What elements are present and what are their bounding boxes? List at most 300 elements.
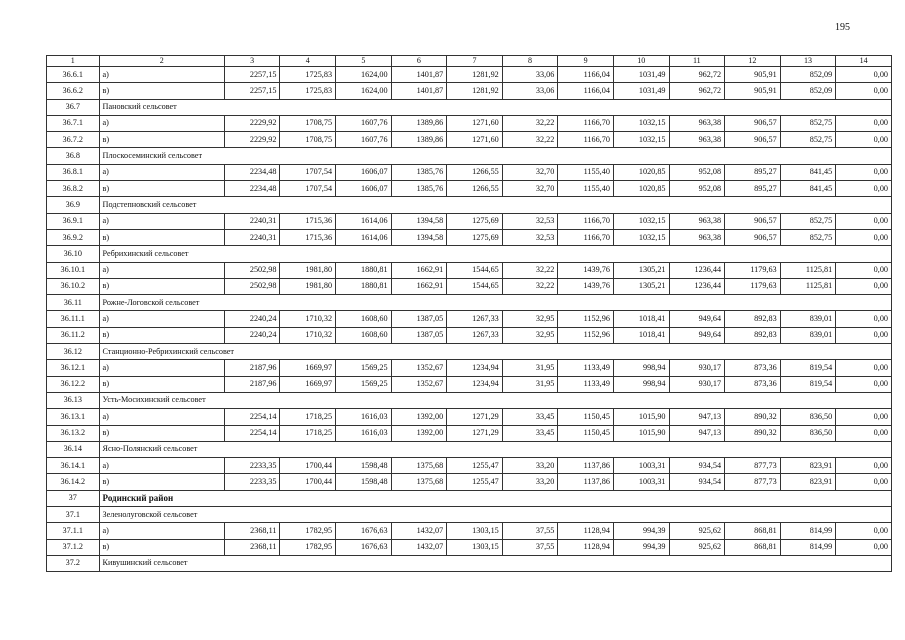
value-cell: 1166,70 bbox=[558, 115, 614, 131]
value-cell: 1155,40 bbox=[558, 164, 614, 180]
value-cell: 1662,91 bbox=[391, 262, 447, 278]
value-cell: 1003,31 bbox=[613, 458, 669, 474]
value-cell: 839,01 bbox=[780, 311, 836, 327]
value-cell: 33,20 bbox=[502, 474, 558, 490]
row-code: 36.7 bbox=[47, 99, 100, 115]
value-cell: 1725,83 bbox=[280, 67, 336, 83]
value-cell: 1387,05 bbox=[391, 311, 447, 327]
table-row bbox=[47, 164, 892, 180]
row-label: в) bbox=[99, 327, 224, 343]
row-code: 37.1.2 bbox=[47, 539, 100, 555]
value-cell: 1271,60 bbox=[447, 115, 503, 131]
value-cell: 1439,76 bbox=[558, 278, 614, 294]
value-cell: 1700,44 bbox=[280, 474, 336, 490]
value-cell: 852,09 bbox=[780, 83, 836, 99]
value-cell: 0,00 bbox=[836, 67, 892, 83]
value-cell: 37,55 bbox=[502, 539, 558, 555]
value-cell: 1166,04 bbox=[558, 67, 614, 83]
value-cell: 37,55 bbox=[502, 523, 558, 539]
value-cell: 0,00 bbox=[836, 327, 892, 343]
row-code: 36.8.2 bbox=[47, 181, 100, 197]
table-row bbox=[47, 229, 892, 245]
section-title: Усть-Мосихинский сельсовет bbox=[99, 392, 891, 408]
row-code: 36.7.1 bbox=[47, 115, 100, 131]
value-cell: 994,39 bbox=[613, 539, 669, 555]
table-row bbox=[47, 83, 892, 99]
value-cell: 1032,15 bbox=[613, 115, 669, 131]
value-cell: 1166,04 bbox=[558, 83, 614, 99]
value-cell: 895,27 bbox=[725, 164, 781, 180]
value-cell: 1031,49 bbox=[613, 83, 669, 99]
value-cell: 1352,67 bbox=[391, 360, 447, 376]
table-header bbox=[47, 56, 892, 67]
value-cell: 1607,76 bbox=[336, 132, 392, 148]
table-row bbox=[47, 376, 892, 392]
value-cell: 1432,07 bbox=[391, 539, 447, 555]
value-cell: 892,83 bbox=[725, 327, 781, 343]
row-code: 36.11 bbox=[47, 295, 100, 311]
value-cell: 1614,06 bbox=[336, 213, 392, 229]
value-cell: 1018,41 bbox=[613, 327, 669, 343]
column-header: 12 bbox=[725, 56, 781, 67]
value-cell: 868,81 bbox=[725, 539, 781, 555]
value-cell: 1125,81 bbox=[780, 262, 836, 278]
value-cell: 1015,90 bbox=[613, 409, 669, 425]
value-cell: 1710,32 bbox=[280, 327, 336, 343]
value-cell: 1032,15 bbox=[613, 132, 669, 148]
tariff-table bbox=[46, 55, 892, 572]
value-cell: 895,27 bbox=[725, 181, 781, 197]
section-row bbox=[47, 392, 892, 408]
value-cell: 1616,03 bbox=[336, 425, 392, 441]
column-header: 10 bbox=[613, 56, 669, 67]
value-cell: 2502,98 bbox=[224, 262, 280, 278]
value-cell: 1018,41 bbox=[613, 311, 669, 327]
value-cell: 1707,54 bbox=[280, 164, 336, 180]
row-code: 36.13.2 bbox=[47, 425, 100, 441]
region-row bbox=[47, 490, 892, 506]
row-label: а) bbox=[99, 311, 224, 327]
row-code: 36.14.2 bbox=[47, 474, 100, 490]
value-cell: 877,73 bbox=[725, 474, 781, 490]
value-cell: 934,54 bbox=[669, 458, 725, 474]
value-cell: 906,57 bbox=[725, 132, 781, 148]
value-cell: 963,38 bbox=[669, 229, 725, 245]
value-cell: 1981,80 bbox=[280, 278, 336, 294]
row-code: 36.11.2 bbox=[47, 327, 100, 343]
value-cell: 1020,85 bbox=[613, 181, 669, 197]
value-cell: 1669,97 bbox=[280, 360, 336, 376]
table-row bbox=[47, 132, 892, 148]
value-cell: 0,00 bbox=[836, 425, 892, 441]
section-title: Плоскосеминский сельсовет bbox=[99, 148, 891, 164]
table-row bbox=[47, 115, 892, 131]
value-cell: 32,22 bbox=[502, 115, 558, 131]
value-cell: 1624,00 bbox=[336, 83, 392, 99]
value-cell: 962,72 bbox=[669, 67, 725, 83]
value-cell: 1569,25 bbox=[336, 376, 392, 392]
value-cell: 0,00 bbox=[836, 213, 892, 229]
value-cell: 33,45 bbox=[502, 425, 558, 441]
value-cell: 1234,94 bbox=[447, 360, 503, 376]
value-cell: 1718,25 bbox=[280, 425, 336, 441]
value-cell: 32,22 bbox=[502, 132, 558, 148]
value-cell: 2368,11 bbox=[224, 523, 280, 539]
value-cell: 2187,96 bbox=[224, 376, 280, 392]
table-row bbox=[47, 425, 892, 441]
value-cell: 963,38 bbox=[669, 115, 725, 131]
value-cell: 852,75 bbox=[780, 132, 836, 148]
value-cell: 0,00 bbox=[836, 83, 892, 99]
value-cell: 873,36 bbox=[725, 360, 781, 376]
row-label: в) bbox=[99, 425, 224, 441]
value-cell: 1718,25 bbox=[280, 409, 336, 425]
column-header: 13 bbox=[780, 56, 836, 67]
row-code: 37.2 bbox=[47, 555, 100, 571]
value-cell: 32,22 bbox=[502, 262, 558, 278]
value-cell: 31,95 bbox=[502, 360, 558, 376]
value-cell: 1166,70 bbox=[558, 213, 614, 229]
value-cell: 1155,40 bbox=[558, 181, 614, 197]
value-cell: 0,00 bbox=[836, 164, 892, 180]
value-cell: 0,00 bbox=[836, 115, 892, 131]
column-header: 7 bbox=[447, 56, 503, 67]
value-cell: 32,53 bbox=[502, 229, 558, 245]
value-cell: 1275,69 bbox=[447, 229, 503, 245]
value-cell: 877,73 bbox=[725, 458, 781, 474]
value-cell: 1031,49 bbox=[613, 67, 669, 83]
value-cell: 2257,15 bbox=[224, 83, 280, 99]
value-cell: 0,00 bbox=[836, 458, 892, 474]
value-cell: 930,17 bbox=[669, 376, 725, 392]
row-code: 36.13.1 bbox=[47, 409, 100, 425]
value-cell: 1137,86 bbox=[558, 458, 614, 474]
value-cell: 814,99 bbox=[780, 523, 836, 539]
value-cell: 1152,96 bbox=[558, 327, 614, 343]
value-cell: 905,91 bbox=[725, 67, 781, 83]
value-cell: 1150,45 bbox=[558, 409, 614, 425]
value-cell: 1608,60 bbox=[336, 311, 392, 327]
section-row bbox=[47, 246, 892, 262]
value-cell: 963,38 bbox=[669, 213, 725, 229]
table-row bbox=[47, 278, 892, 294]
section-row bbox=[47, 344, 892, 360]
value-cell: 1271,29 bbox=[447, 425, 503, 441]
value-cell: 32,95 bbox=[502, 327, 558, 343]
row-label: а) bbox=[99, 67, 224, 83]
row-label: в) bbox=[99, 229, 224, 245]
value-cell: 814,99 bbox=[780, 539, 836, 555]
row-label: в) bbox=[99, 376, 224, 392]
table-row bbox=[47, 262, 892, 278]
value-cell: 2240,24 bbox=[224, 311, 280, 327]
value-cell: 1782,95 bbox=[280, 539, 336, 555]
value-cell: 1266,55 bbox=[447, 164, 503, 180]
value-cell: 1152,96 bbox=[558, 311, 614, 327]
value-cell: 1128,94 bbox=[558, 539, 614, 555]
value-cell: 1782,95 bbox=[280, 523, 336, 539]
value-cell: 1598,48 bbox=[336, 474, 392, 490]
row-code: 36.12 bbox=[47, 344, 100, 360]
value-cell: 1255,47 bbox=[447, 458, 503, 474]
value-cell: 994,39 bbox=[613, 523, 669, 539]
value-cell: 952,08 bbox=[669, 164, 725, 180]
value-cell: 1352,67 bbox=[391, 376, 447, 392]
value-cell: 1271,60 bbox=[447, 132, 503, 148]
row-code: 36.6.1 bbox=[47, 67, 100, 83]
row-label: а) bbox=[99, 409, 224, 425]
table-row bbox=[47, 181, 892, 197]
value-cell: 906,57 bbox=[725, 213, 781, 229]
section-title: Станционно-Ребрихинский сельсовет bbox=[99, 344, 891, 360]
value-cell: 819,54 bbox=[780, 376, 836, 392]
value-cell: 890,32 bbox=[725, 425, 781, 441]
value-cell: 1544,65 bbox=[447, 262, 503, 278]
value-cell: 930,17 bbox=[669, 360, 725, 376]
value-cell: 1569,25 bbox=[336, 360, 392, 376]
row-code: 36.9 bbox=[47, 197, 100, 213]
value-cell: 1385,76 bbox=[391, 181, 447, 197]
value-cell: 852,75 bbox=[780, 213, 836, 229]
section-title: Кивушинский сельсовет bbox=[99, 555, 891, 571]
section-title: Родинский район bbox=[99, 490, 891, 506]
value-cell: 1020,85 bbox=[613, 164, 669, 180]
table-row bbox=[47, 360, 892, 376]
value-cell: 839,01 bbox=[780, 327, 836, 343]
column-header: 14 bbox=[836, 56, 892, 67]
section-row bbox=[47, 555, 892, 571]
value-cell: 1392,00 bbox=[391, 409, 447, 425]
value-cell: 934,54 bbox=[669, 474, 725, 490]
section-title: Подстепновский сельсовет bbox=[99, 197, 891, 213]
value-cell: 2233,35 bbox=[224, 474, 280, 490]
value-cell: 0,00 bbox=[836, 409, 892, 425]
value-cell: 1375,68 bbox=[391, 474, 447, 490]
value-cell: 1624,00 bbox=[336, 67, 392, 83]
value-cell: 841,45 bbox=[780, 164, 836, 180]
value-cell: 873,36 bbox=[725, 376, 781, 392]
row-label: в) bbox=[99, 83, 224, 99]
value-cell: 2240,31 bbox=[224, 213, 280, 229]
value-cell: 1710,32 bbox=[280, 311, 336, 327]
value-cell: 2187,96 bbox=[224, 360, 280, 376]
value-cell: 1708,75 bbox=[280, 115, 336, 131]
table-row bbox=[47, 474, 892, 490]
value-cell: 2234,48 bbox=[224, 181, 280, 197]
value-cell: 0,00 bbox=[836, 376, 892, 392]
section-title: Ребрихинский сельсовет bbox=[99, 246, 891, 262]
value-cell: 1236,44 bbox=[669, 278, 725, 294]
value-cell: 906,57 bbox=[725, 115, 781, 131]
row-label: в) bbox=[99, 278, 224, 294]
value-cell: 1255,47 bbox=[447, 474, 503, 490]
column-header: 3 bbox=[224, 56, 280, 67]
value-cell: 1150,45 bbox=[558, 425, 614, 441]
row-label: а) bbox=[99, 360, 224, 376]
row-label: а) bbox=[99, 262, 224, 278]
row-code: 36.13 bbox=[47, 392, 100, 408]
table-row bbox=[47, 67, 892, 83]
value-cell: 1394,58 bbox=[391, 213, 447, 229]
value-cell: 1375,68 bbox=[391, 458, 447, 474]
value-cell: 2233,35 bbox=[224, 458, 280, 474]
value-cell: 1303,15 bbox=[447, 539, 503, 555]
value-cell: 1606,07 bbox=[336, 181, 392, 197]
value-cell: 1707,54 bbox=[280, 181, 336, 197]
section-row bbox=[47, 441, 892, 457]
value-cell: 1715,36 bbox=[280, 213, 336, 229]
row-code: 36.10 bbox=[47, 246, 100, 262]
value-cell: 1303,15 bbox=[447, 523, 503, 539]
value-cell: 1394,58 bbox=[391, 229, 447, 245]
value-cell: 819,54 bbox=[780, 360, 836, 376]
value-cell: 33,06 bbox=[502, 83, 558, 99]
section-row bbox=[47, 148, 892, 164]
value-cell: 1275,69 bbox=[447, 213, 503, 229]
value-cell: 33,45 bbox=[502, 409, 558, 425]
row-code: 36.9.1 bbox=[47, 213, 100, 229]
value-cell: 1614,06 bbox=[336, 229, 392, 245]
value-cell: 0,00 bbox=[836, 539, 892, 555]
value-cell: 1125,81 bbox=[780, 278, 836, 294]
value-cell: 905,91 bbox=[725, 83, 781, 99]
column-header: 4 bbox=[280, 56, 336, 67]
value-cell: 1234,94 bbox=[447, 376, 503, 392]
value-cell: 1401,87 bbox=[391, 67, 447, 83]
value-cell: 1128,94 bbox=[558, 523, 614, 539]
value-cell: 1387,05 bbox=[391, 327, 447, 343]
section-title: Рожне-Логовской сельсовет bbox=[99, 295, 891, 311]
value-cell: 852,75 bbox=[780, 229, 836, 245]
value-cell: 852,09 bbox=[780, 67, 836, 83]
table-row bbox=[47, 311, 892, 327]
value-cell: 2240,24 bbox=[224, 327, 280, 343]
row-code: 36.8.1 bbox=[47, 164, 100, 180]
value-cell: 0,00 bbox=[836, 474, 892, 490]
value-cell: 852,75 bbox=[780, 115, 836, 131]
page-number: 195 bbox=[835, 22, 850, 33]
table-row bbox=[47, 409, 892, 425]
value-cell: 949,64 bbox=[669, 327, 725, 343]
row-code: 36.14.1 bbox=[47, 458, 100, 474]
section-row bbox=[47, 507, 892, 523]
value-cell: 1271,29 bbox=[447, 409, 503, 425]
value-cell: 0,00 bbox=[836, 181, 892, 197]
column-header: 11 bbox=[669, 56, 725, 67]
value-cell: 1616,03 bbox=[336, 409, 392, 425]
row-label: в) bbox=[99, 539, 224, 555]
column-header: 5 bbox=[336, 56, 392, 67]
value-cell: 32,95 bbox=[502, 311, 558, 327]
value-cell: 1281,92 bbox=[447, 67, 503, 83]
row-code: 36.11.1 bbox=[47, 311, 100, 327]
value-cell: 1708,75 bbox=[280, 132, 336, 148]
column-header: 1 bbox=[47, 56, 100, 67]
value-cell: 952,08 bbox=[669, 181, 725, 197]
value-cell: 868,81 bbox=[725, 523, 781, 539]
value-cell: 2240,31 bbox=[224, 229, 280, 245]
value-cell: 1676,63 bbox=[336, 539, 392, 555]
value-cell: 2368,11 bbox=[224, 539, 280, 555]
value-cell: 1385,76 bbox=[391, 164, 447, 180]
row-label: а) bbox=[99, 213, 224, 229]
value-cell: 32,70 bbox=[502, 164, 558, 180]
section-title: Пановский сельсовет bbox=[99, 99, 891, 115]
value-cell: 925,62 bbox=[669, 539, 725, 555]
value-cell: 1267,33 bbox=[447, 327, 503, 343]
header-row bbox=[47, 56, 892, 67]
row-code: 36.10.1 bbox=[47, 262, 100, 278]
row-label: в) bbox=[99, 181, 224, 197]
value-cell: 1715,36 bbox=[280, 229, 336, 245]
value-cell: 1607,76 bbox=[336, 115, 392, 131]
value-cell: 1676,63 bbox=[336, 523, 392, 539]
value-cell: 33,06 bbox=[502, 67, 558, 83]
value-cell: 0,00 bbox=[836, 262, 892, 278]
value-cell: 1179,63 bbox=[725, 278, 781, 294]
value-cell: 1133,49 bbox=[558, 360, 614, 376]
value-cell: 836,50 bbox=[780, 425, 836, 441]
value-cell: 906,57 bbox=[725, 229, 781, 245]
value-cell: 1032,15 bbox=[613, 213, 669, 229]
value-cell: 962,72 bbox=[669, 83, 725, 99]
value-cell: 1389,86 bbox=[391, 132, 447, 148]
section-title: Ясно-Полянский сельсовет bbox=[99, 441, 891, 457]
table-row bbox=[47, 458, 892, 474]
value-cell: 1669,97 bbox=[280, 376, 336, 392]
value-cell: 1439,76 bbox=[558, 262, 614, 278]
value-cell: 1700,44 bbox=[280, 458, 336, 474]
value-cell: 0,00 bbox=[836, 229, 892, 245]
value-cell: 1281,92 bbox=[447, 83, 503, 99]
section-row bbox=[47, 197, 892, 213]
value-cell: 1305,21 bbox=[613, 278, 669, 294]
value-cell: 1166,70 bbox=[558, 132, 614, 148]
row-label: а) bbox=[99, 523, 224, 539]
row-code: 36.7.2 bbox=[47, 132, 100, 148]
value-cell: 1401,87 bbox=[391, 83, 447, 99]
value-cell: 823,91 bbox=[780, 458, 836, 474]
value-cell: 1266,55 bbox=[447, 181, 503, 197]
value-cell: 33,20 bbox=[502, 458, 558, 474]
row-code: 37.1 bbox=[47, 507, 100, 523]
value-cell: 1015,90 bbox=[613, 425, 669, 441]
value-cell: 1608,60 bbox=[336, 327, 392, 343]
value-cell: 1137,86 bbox=[558, 474, 614, 490]
value-cell: 2254,14 bbox=[224, 409, 280, 425]
value-cell: 1032,15 bbox=[613, 229, 669, 245]
value-cell: 1166,70 bbox=[558, 229, 614, 245]
column-header: 9 bbox=[558, 56, 614, 67]
row-code: 37 bbox=[47, 490, 100, 506]
row-label: в) bbox=[99, 474, 224, 490]
value-cell: 998,94 bbox=[613, 376, 669, 392]
table-body bbox=[47, 67, 892, 572]
table-row bbox=[47, 523, 892, 539]
value-cell: 32,22 bbox=[502, 278, 558, 294]
value-cell: 947,13 bbox=[669, 425, 725, 441]
value-cell: 2254,14 bbox=[224, 425, 280, 441]
value-cell: 963,38 bbox=[669, 132, 725, 148]
value-cell: 841,45 bbox=[780, 181, 836, 197]
value-cell: 1236,44 bbox=[669, 262, 725, 278]
value-cell: 1725,83 bbox=[280, 83, 336, 99]
section-row bbox=[47, 295, 892, 311]
value-cell: 31,95 bbox=[502, 376, 558, 392]
value-cell: 0,00 bbox=[836, 311, 892, 327]
value-cell: 1389,86 bbox=[391, 115, 447, 131]
value-cell: 1981,80 bbox=[280, 262, 336, 278]
